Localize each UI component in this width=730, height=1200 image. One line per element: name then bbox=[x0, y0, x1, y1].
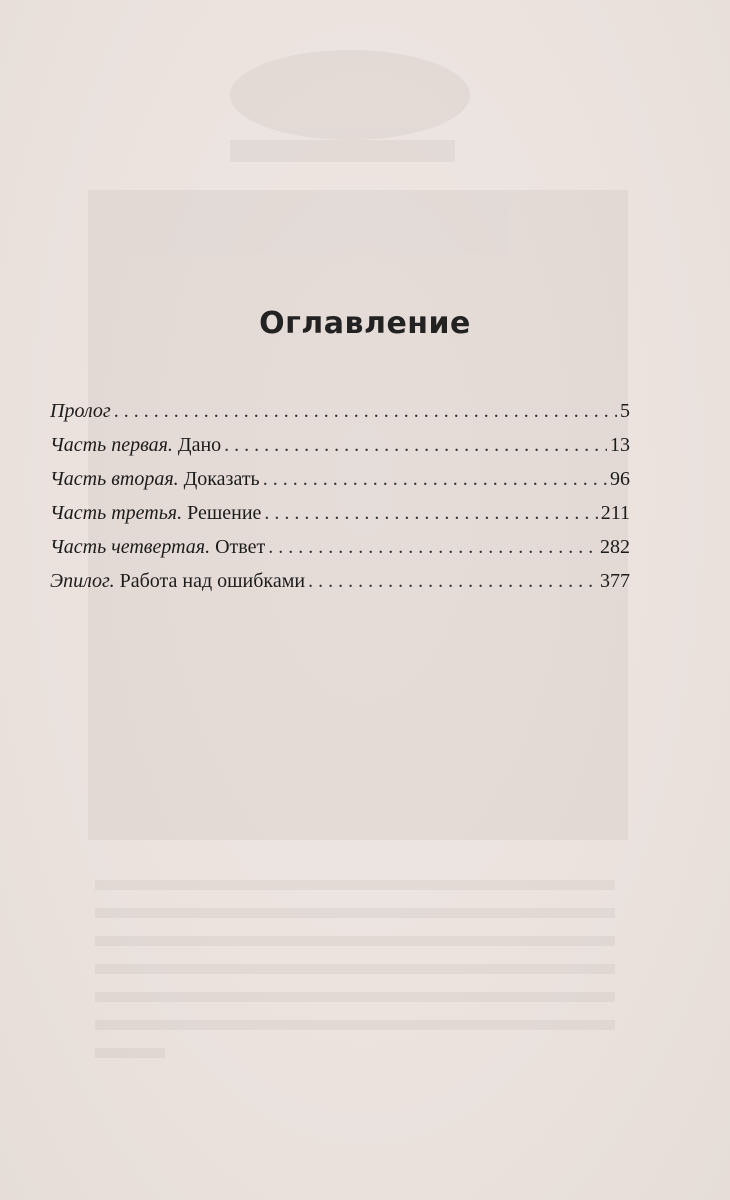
toc-page-number: 96 bbox=[610, 468, 630, 490]
toc-part-label: Часть четвертая. bbox=[50, 536, 211, 558]
toc-entry-part-four bbox=[50, 536, 630, 570]
toc-leader-dots bbox=[114, 400, 617, 423]
toc-part-label: Эпилог. bbox=[50, 570, 115, 592]
toc-chapter-name: Дано bbox=[177, 434, 222, 456]
toc-leader-dots bbox=[268, 536, 597, 559]
toc-chapter-name: Ответ bbox=[215, 536, 266, 558]
toc-entry-epilogue bbox=[50, 570, 630, 604]
toc-part-label: Часть третья. bbox=[50, 502, 183, 524]
toc-leader-dots bbox=[308, 570, 597, 593]
toc-page-number: 377 bbox=[600, 570, 630, 592]
toc-entry-part-one bbox=[50, 434, 630, 468]
toc-page-number: 211 bbox=[600, 502, 630, 524]
toc-entry-part-three bbox=[50, 502, 630, 536]
toc-part-label: Пролог bbox=[50, 400, 111, 422]
toc-page-number: 13 bbox=[610, 434, 630, 456]
toc-chapter-name: Работа над ошибками bbox=[119, 570, 306, 592]
toc-page-number: 282 bbox=[600, 536, 630, 558]
contents-heading: Оглавление bbox=[259, 306, 471, 341]
toc-part-label: Часть первая. bbox=[50, 434, 173, 456]
toc-chapter-name: Решение bbox=[187, 502, 262, 524]
toc-part-label: Часть вторая. bbox=[50, 468, 179, 490]
toc-leader-dots bbox=[263, 468, 607, 491]
table-of-contents bbox=[50, 400, 630, 604]
toc-page-number: 5 bbox=[620, 400, 630, 422]
toc-leader-dots bbox=[224, 434, 607, 457]
toc-chapter-name: Доказать bbox=[183, 468, 260, 490]
toc-entry-prologue bbox=[50, 400, 630, 434]
toc-leader-dots bbox=[264, 502, 597, 525]
toc-entry-part-two bbox=[50, 468, 630, 502]
